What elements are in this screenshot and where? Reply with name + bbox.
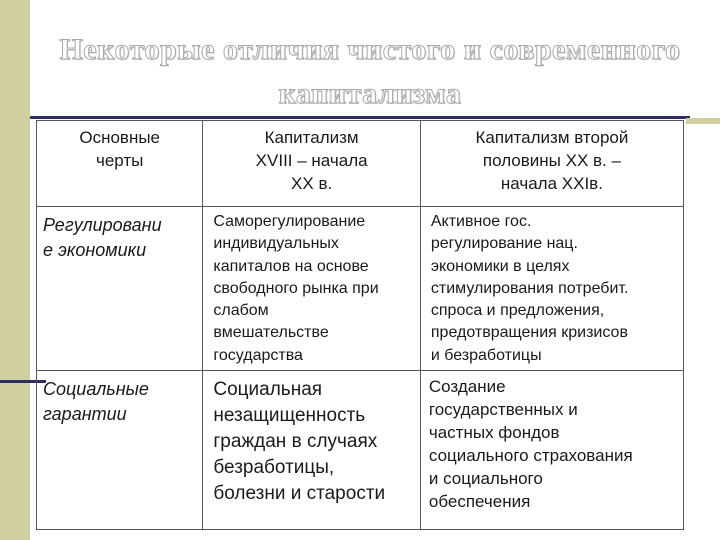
slide-title: Некоторые отличия чистого и современного капитализма	[59, 33, 681, 110]
row-modern-text: Активное гос. регулирование нац. экономики в целях стимулирования потребит. спроса и предложения, предотвращения кризисов и безработицы	[430, 213, 629, 364]
header-modern-label: Капитализм второй половины XX в. – начала XXIв.	[475, 128, 629, 193]
title-divider	[30, 116, 690, 119]
header-features-label: Основные черты	[79, 128, 161, 170]
row-classic-cell	[203, 207, 421, 371]
header-classic-label: Капитализм XVIII – начала XX в.	[255, 128, 368, 193]
row-classic-text: Социальная незащищенность граждан в случаях безработицы, болезни и старости	[213, 379, 386, 504]
header-classic-capitalism	[203, 121, 421, 207]
row-classic-text: Саморегулирование индивидуальных капиталов на основе свободного рынка при слабом вмешательстве государства	[213, 213, 379, 364]
left-accent-band	[0, 0, 30, 540]
table-row	[37, 371, 684, 530]
comparison-table	[36, 120, 684, 530]
row-modern-cell	[420, 207, 683, 371]
header-modern-capitalism	[420, 121, 683, 207]
table-row	[37, 207, 684, 371]
row-classic-cell	[203, 371, 421, 530]
row-modern-text: Создание государственных и частных фондов социального страхования и социального обеспечения	[428, 377, 633, 511]
right-accent-stub	[686, 118, 720, 124]
table-header-row	[37, 121, 684, 207]
header-features	[37, 121, 203, 207]
row-modern-cell	[420, 371, 683, 530]
row-feature-label: Регулировани е экономики	[43, 215, 162, 260]
row-feature-cell	[37, 371, 203, 530]
row-feature-cell	[37, 207, 203, 371]
row-feature-label: Социальные гарантии	[43, 379, 149, 424]
